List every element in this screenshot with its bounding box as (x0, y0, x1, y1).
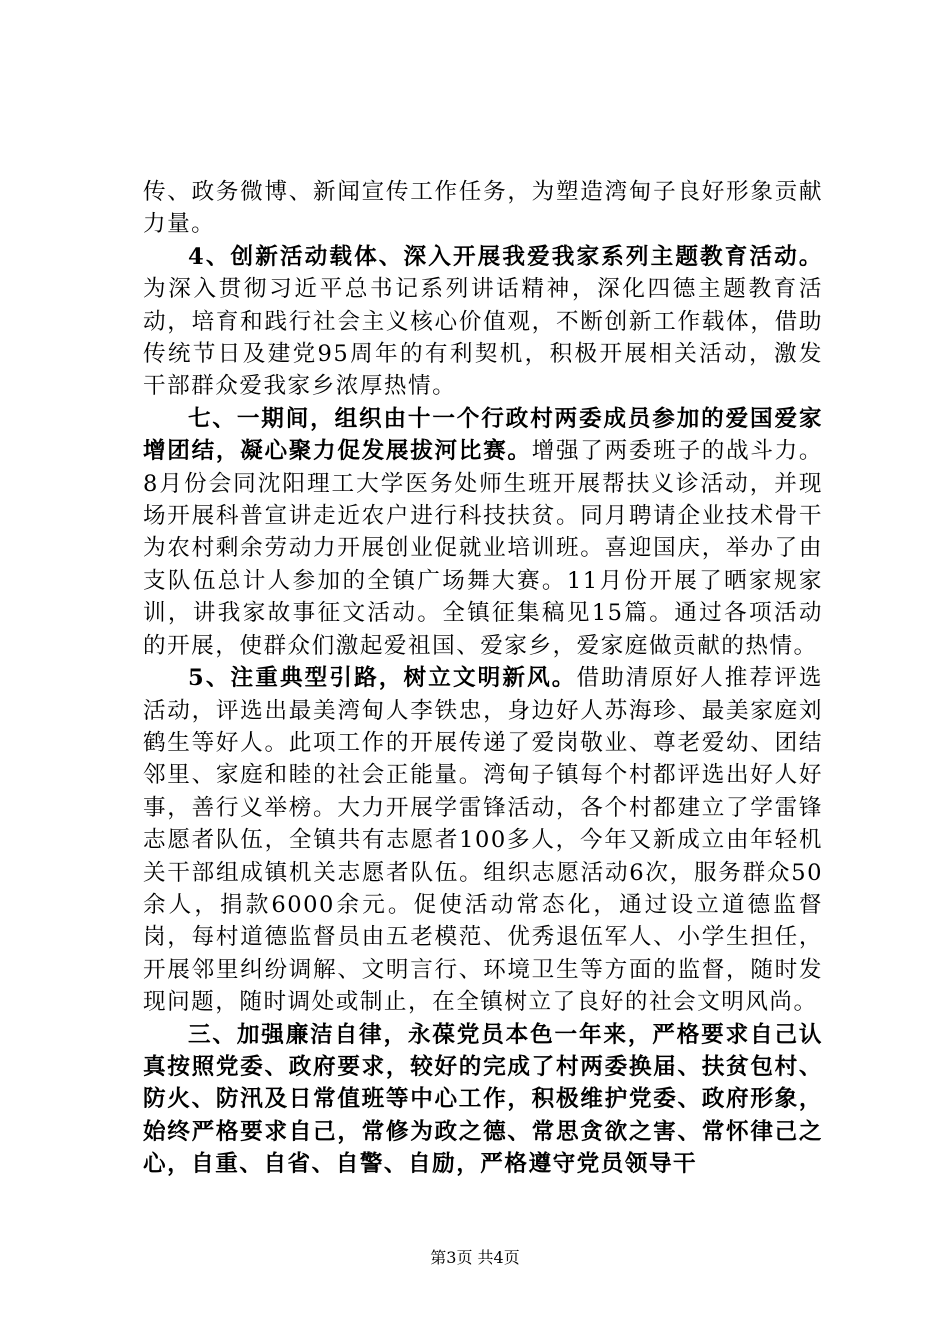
paragraph (143, 241, 823, 403)
paragraph-heading: 七、一期间，组织由十一个行政村两委成员参加的爱国爱家增团结，凝心聚力促发展拔河比赛。 (143, 405, 823, 465)
paragraph-text: 为深入贯彻习近平总书记系列讲话精神，深化四德主题教育活动，培育和践行社会主义核心价值观，不断创新工作载体，借助传统节日及建党95周年的有利契机，积极开展相关活动，激发干部群众爱我家乡浓厚热情。 (143, 276, 823, 400)
paragraph (143, 403, 823, 662)
paragraph-text: 借助清原好人推荐评选活动，评选出最美湾甸人李铁忠，身边好人苏海珍、最美家庭刘鹤生等好人。此项工作的开展传递了爱岗敬业、尊老爱幼、团结邻里、家庭和睦的社会正能量。湾甸子镇每个村都评选出好人好事，善行义举榜。大力开展学雷锋活动，各个村都建立了学雷锋志愿者队伍，全镇共有志愿者100多人，今年又新成立由年轻机关干部组成镇机关志愿者队伍。组织志愿活动6次，服务群众50余人，捐款6000余元。促使活动常态化，通过设立道德监督岗，每村道德监督员由五老模范、优秀退伍军人、小学生担任，开展邻里纠纷调解、文明言行、环境卫生等方面的监督，随时发现问题，随时调处或制止，在全镇树立了良好的社会文明风尚。 (143, 665, 823, 1016)
document-body (143, 176, 823, 1181)
paragraph-heading: 4、创新活动载体、深入开展我爱我家系列主题教育活动。 (188, 243, 823, 270)
paragraph-text: 传、政务微博、新闻宣传工作任务，为塑造湾甸子良好形象贡献力量。 (143, 179, 823, 238)
paragraph-heading: 三、加强廉洁自律，永葆党员本色一年来，严格要求自己认真按照党委、政府要求，较好的完成了村两委换届、扶贫包村、防火、防汛及日常值班等中心工作，积极维护党委、政府形象，始终严格要求自己，常修为政之德、常思贪欲之害、常怀律己之心，自重、自省、自警、自励，严格遵守党员领导干 (143, 1021, 823, 1178)
page-footer: 第3页 共4页 (430, 1248, 520, 1267)
paragraph (143, 662, 823, 1018)
paragraph-heading: 5、注重典型引路，树立文明新风。 (188, 665, 577, 692)
paragraph (143, 1019, 823, 1181)
paragraph-text: 增强了两委班子的战斗力。8月份会同沈阳理工大学医务处师生班开展帮扶义诊活动，并现场开展科普宣讲走近农户进行科技扶贫。同月聘请企业技术骨干为农村剩余劳动力开展创业促就业培训班。喜迎国庆，举办了由支队伍总计人参加的全镇广场舞大赛。11月份开展了晒家规家训，讲我家故事征文活动。全镇征集稿见15篇。通过各项活动的开展，使群众们激起爱祖国、爱家乡，爱家庭做贡献的热情。 (143, 438, 824, 659)
paragraph (143, 176, 823, 241)
